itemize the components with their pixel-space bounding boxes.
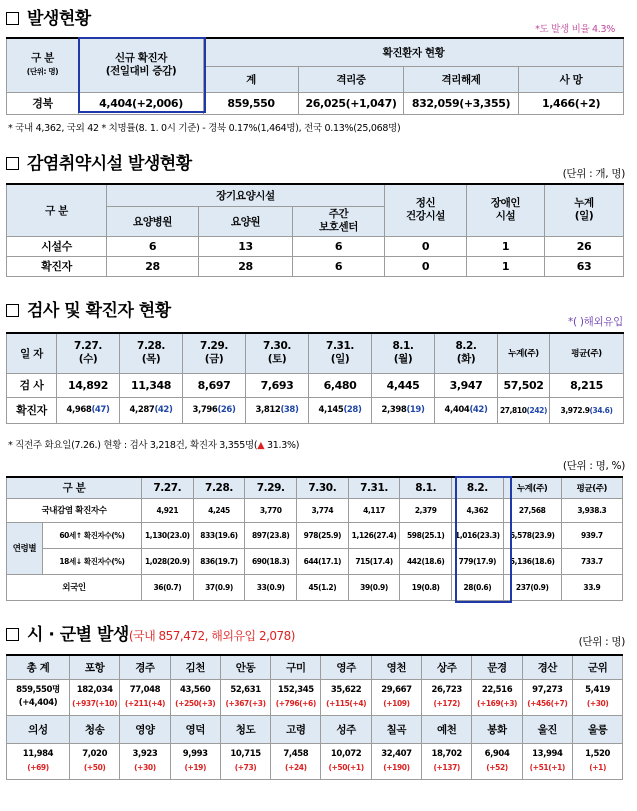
col-release: 격리해제	[404, 66, 519, 92]
col-cumulative: 누계(주)	[498, 333, 550, 373]
section2-title: 감염취약시설 발생현황	[6, 149, 192, 174]
overseas-note: *( )해외유입	[568, 316, 623, 328]
col-mental: 정신 건강시설	[385, 184, 467, 236]
s2-unit: (단위 : 개, 명)	[562, 168, 625, 180]
foreigner-row: 외국인 36(0.7) 37(0.9) 33(0.9) 45(1.2) 39(0.9) 19(0.8) 28(0.6) 237(0.9) 33.9	[7, 574, 623, 600]
domestic-row: 국내감염 확진자수 4,921 4,245 3,770 3,774 4,117 2,379 4,362 27,568 3,938.3	[7, 498, 623, 522]
status-table	[6, 37, 624, 115]
col-long-term: 장기요양시설	[107, 184, 385, 206]
ratio-note: *도 발생 비율 4.3%	[535, 24, 615, 35]
s5-unit: (단위 : 명)	[578, 636, 625, 648]
confirmed-row: 확진자 4,968(47) 4,287(42) 3,796(26) 3,812(38) 4,145(28) 2,398(19) 4,404(42) 27,810(242) 3,972.9(34.6)	[7, 397, 624, 423]
col-cumulative: 누계 (일)	[545, 184, 624, 236]
checkbox-square-icon	[6, 628, 19, 641]
footnote-1: * 국내 4,362, 국외 42 * 치명률(8. 1. 0시 기준) - 경북 0.17%(1,464명), 전국 0.13%(25,068명)	[8, 123, 401, 134]
age-label: 연령별	[7, 522, 43, 574]
section5-title: 시 · 군별 발생(국내 857,472, 해외유입 2,078)	[6, 620, 295, 645]
tests-row: 검 사 14,892 11,348 8,697 7,693 6,480 4,445 3,947 57,502 8,215	[7, 373, 624, 397]
age18-row: 18세↓ 확진자수(%) 1,028(20.9) 836(19.7) 690(18.3) 644(17.1) 715(17.4) 442(18.6) 779(17.9) 5,136(18.6) 733.7	[7, 548, 623, 574]
col-average: 평균(주)	[550, 333, 624, 373]
checkbox-square-icon	[6, 12, 19, 25]
region-head-row-1: 총 계 포항 경주 김천 안동 구미 영주 영천 상주 문경 경산 군위	[7, 655, 623, 679]
col-disabled: 장애인 시설	[467, 184, 545, 236]
s4-unit: (단위 : 명, %)	[562, 460, 625, 472]
age60-row: 연령별 60세↑ 확진자수(%) 1,130(23.0) 833(19.6) 897(23.8) 978(25.9) 1,126(27.4) 598(25.1) 1,016(23.3) 6,578(23.9) 939.7	[7, 522, 623, 548]
table-row: 확진자 28 28 6 0 1 63	[7, 256, 624, 276]
region-val-row-1: 859,550명 (+4,404) 182,034 (+937(+10) 77,048 (+211(+4) 43,560 (+250(+3) 52,631 (+367(+3) 152,345 (+796(+6) 35,622 (+115(+4) 29,667 (+109) 26,723 (+172) 22,516 (+169(+3) 97,273 (+456(+7) 5,419 (+30)	[7, 679, 623, 715]
facility-table	[6, 183, 624, 277]
region-head-row-2: 의성 청송 영양 영덕 청도 고령 성주 칠곡 예천 봉화 울진 울릉	[7, 715, 623, 743]
checkbox-square-icon	[6, 304, 19, 317]
region-table	[6, 654, 623, 780]
age-table: 구 분 7.27. 7.28. 7.29. 7.30. 7.31. 8.1. 8.2. 누계(주) 평균(주) 국내감염 확진자수 4,921 4,245 3,770 3,774 4,117 2,379 4,362 27,568 3,938.3 연령별 60세↑ 확진자수(%) 1,130(23.0) 833(19.6) 897(23.8) 978(25.9) 1,126(27.4) 598(25.1) 1,016(23.3) 6,578(23.9) 939.7 18세↓ 확진자수(%) 1,028(20.9) 836(19.7) 690(18.3) 644(17.1) 715(17.4) 442(18.6) 779(17.9) 5,136(18.6) 733.7 외국인 36(0.7) 37(0.9) 33(0.9) 45(1.2) 39(0.9) 19(0.8) 28(0.6) 237(0.9) 33.9	[6, 476, 623, 601]
cell-death: 1,466(+2)	[519, 92, 624, 114]
table-row: 시설수 6 13 6 0 1 26	[7, 236, 624, 256]
test-table: 일 자 7.27. (수) 7.28. (목) 7.29. (금) 7.30. (토) 7.31. (일) 8.1. (월) 8.2. (화) 누계(주) 평균(주) 검 사 14,892 11,348 8,697 7,693 6,480 4,445 3,947 57,502 8,215 확진자 4,968(47) 4,287(42) 3,796(26) 3,812(38) 4,145(28) 2,398(19) 4,404(42) 27,810(242) 3,972.9(34.6)	[6, 332, 624, 424]
up-triangle-icon: ▲	[257, 440, 265, 451]
cell-release: 832,059(+3,355)	[404, 92, 519, 114]
col-group-status: 확진환자 현황	[204, 38, 624, 66]
col-gubun: 구 분	[7, 477, 142, 498]
col-total: 계	[204, 66, 299, 92]
col-gubun: 구 분 (단위: 명)	[7, 38, 79, 92]
col-date: 일 자	[7, 333, 57, 373]
row-label: 경북	[7, 92, 79, 114]
col-new-cases: 신규 확진자 (전일대비 증감)	[79, 38, 204, 92]
cell-new: 4,404(+2,006)	[79, 92, 204, 114]
col-isolation: 격리중	[299, 66, 404, 92]
section3-title: 검사 및 확진자 현황	[6, 296, 171, 321]
col-day-care: 주간 보호센터	[293, 206, 385, 236]
col-hospital: 요양병원	[107, 206, 199, 236]
checkbox-square-icon	[6, 157, 19, 170]
col-gubun: 구 분	[7, 184, 107, 236]
col-care-home: 요양원	[199, 206, 293, 236]
section1-title: 발생현황	[6, 4, 91, 29]
col-death: 사 망	[519, 66, 624, 92]
cell-total: 859,550	[204, 92, 299, 114]
cell-iso: 26,025(+1,047)	[299, 92, 404, 114]
prev-week-note: * 직전주 화요일(7.26.) 현황 : 검사 3,218건, 확진자 3,355명(▲ 31.3%)	[8, 440, 300, 451]
region-val-row-2: 11,984 (+69) 7,020 (+50) 3,923 (+30) 9,993 (+19) 10,715 (+73) 7,458 (+24) 10,072 (+50(+1) 32,407 (+190) 18,702 (+137) 6,904 (+52) 13,994 (+51(+1) 1,520 (+1)	[7, 743, 623, 779]
